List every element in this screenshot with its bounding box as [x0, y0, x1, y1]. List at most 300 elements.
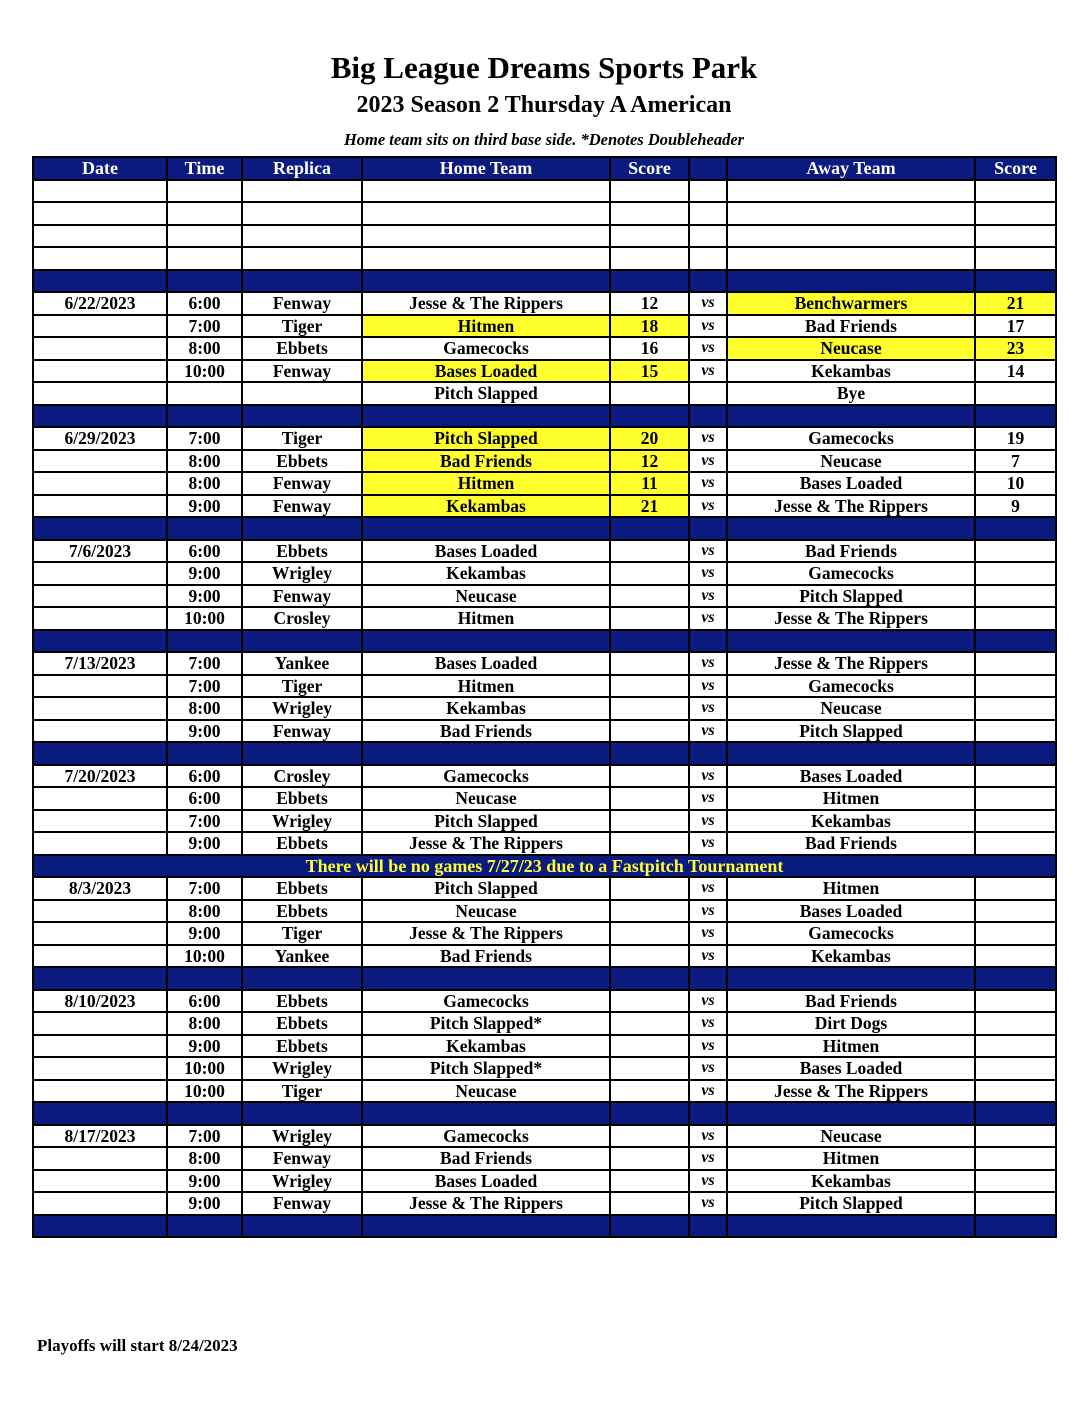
away-score-cell: 21	[975, 292, 1056, 315]
time-cell: 8:00	[167, 900, 242, 923]
separator-cell	[689, 742, 727, 765]
home-score-cell	[610, 1125, 689, 1148]
vs-cell: vs	[689, 832, 727, 855]
date-cell	[33, 675, 167, 698]
away-team-cell: Gamecocks	[727, 427, 975, 450]
game-row	[33, 1125, 1056, 1148]
home-team-cell: Bases Loaded	[362, 360, 610, 383]
separator-cell	[610, 517, 689, 540]
home-team-cell: Kekambas	[362, 495, 610, 518]
replica-cell: Crosley	[242, 607, 362, 630]
separator-cell	[167, 517, 242, 540]
empty-cell	[610, 180, 689, 203]
separator-cell	[975, 517, 1056, 540]
page-subtitle: 2023 Season 2 Thursday A American	[356, 92, 732, 118]
separator-cell	[727, 1102, 975, 1125]
time-cell: 9:00	[167, 1170, 242, 1193]
game-row	[33, 877, 1056, 900]
home-score-cell: 15	[610, 360, 689, 383]
game-row	[33, 315, 1056, 338]
separator-cell	[242, 1102, 362, 1125]
away-score-cell	[975, 945, 1056, 968]
game-row	[33, 1170, 1056, 1193]
separator-cell	[362, 742, 610, 765]
game-row	[33, 675, 1056, 698]
separator-cell	[362, 1215, 610, 1238]
away-score-cell	[975, 382, 1056, 405]
blank-row	[33, 247, 1056, 270]
away-team-cell: Neucase	[727, 697, 975, 720]
separator-cell	[167, 967, 242, 990]
separator-cell	[689, 1215, 727, 1238]
time-cell: 8:00	[167, 450, 242, 473]
replica-cell: Ebbets	[242, 450, 362, 473]
header-vs	[689, 157, 727, 180]
home-score-cell	[610, 652, 689, 675]
away-team-cell: Bases Loaded	[727, 765, 975, 788]
away-score-cell	[975, 1147, 1056, 1170]
home-score-cell: 21	[610, 495, 689, 518]
separator-cell	[242, 405, 362, 428]
empty-cell	[242, 225, 362, 248]
home-team-cell: Gamecocks	[362, 1125, 610, 1148]
separator-cell	[242, 270, 362, 293]
away-team-cell: Kekambas	[727, 360, 975, 383]
home-team-cell: Pitch Slapped*	[362, 1012, 610, 1035]
date-cell	[33, 315, 167, 338]
time-cell: 10:00	[167, 945, 242, 968]
away-score-cell	[975, 1080, 1056, 1103]
empty-cell	[727, 180, 975, 203]
away-score-cell	[975, 832, 1056, 855]
separator-cell	[610, 270, 689, 293]
away-score-cell	[975, 900, 1056, 923]
separator-cell	[610, 1102, 689, 1125]
home-score-cell: 16	[610, 337, 689, 360]
away-team-cell: Neucase	[727, 337, 975, 360]
away-score-cell: 23	[975, 337, 1056, 360]
replica-cell: Fenway	[242, 1147, 362, 1170]
separator-cell	[362, 405, 610, 428]
home-team-cell: Pitch Slapped*	[362, 1057, 610, 1080]
away-score-cell	[975, 697, 1056, 720]
game-row	[33, 900, 1056, 923]
game-row	[33, 450, 1056, 473]
game-row	[33, 540, 1056, 563]
separator-cell	[727, 1215, 975, 1238]
away-team-cell: Neucase	[727, 450, 975, 473]
blank-row	[33, 180, 1056, 203]
away-team-cell: Hitmen	[727, 877, 975, 900]
week-separator-row	[33, 1215, 1056, 1238]
separator-cell	[727, 742, 975, 765]
date-cell	[33, 472, 167, 495]
away-score-cell	[975, 607, 1056, 630]
separator-cell	[167, 742, 242, 765]
separator-cell	[242, 967, 362, 990]
date-cell	[33, 382, 167, 405]
time-cell	[167, 382, 242, 405]
replica-cell: Wrigley	[242, 1170, 362, 1193]
separator-cell	[610, 405, 689, 428]
separator-cell	[689, 967, 727, 990]
time-cell: 7:00	[167, 652, 242, 675]
time-cell: 8:00	[167, 472, 242, 495]
home-team-cell: Pitch Slapped	[362, 877, 610, 900]
empty-cell	[33, 247, 167, 270]
replica-cell: Ebbets	[242, 540, 362, 563]
separator-cell	[975, 270, 1056, 293]
replica-cell: Wrigley	[242, 562, 362, 585]
vs-cell: vs	[689, 765, 727, 788]
away-team-cell: Neucase	[727, 1125, 975, 1148]
date-cell: 6/29/2023	[33, 427, 167, 450]
game-row	[33, 292, 1056, 315]
time-cell: 6:00	[167, 765, 242, 788]
game-row	[33, 1192, 1056, 1215]
separator-cell	[727, 405, 975, 428]
game-row	[33, 697, 1056, 720]
empty-cell	[689, 247, 727, 270]
header-away-team: Away Team	[727, 157, 975, 180]
replica-cell: Ebbets	[242, 877, 362, 900]
separator-cell	[242, 1215, 362, 1238]
separator-cell	[689, 517, 727, 540]
blank-row	[33, 202, 1056, 225]
away-score-cell	[975, 877, 1056, 900]
vs-cell: vs	[689, 585, 727, 608]
replica-cell: Tiger	[242, 922, 362, 945]
game-row	[33, 1080, 1056, 1103]
replica-cell: Crosley	[242, 765, 362, 788]
page-title: Big League Dreams Sports Park	[330, 50, 758, 85]
empty-cell	[362, 225, 610, 248]
home-score-cell: 18	[610, 315, 689, 338]
game-row	[33, 720, 1056, 743]
empty-cell	[33, 180, 167, 203]
game-row	[33, 585, 1056, 608]
game-row	[33, 337, 1056, 360]
date-cell: 7/13/2023	[33, 652, 167, 675]
date-cell	[33, 607, 167, 630]
separator-cell	[727, 270, 975, 293]
home-team-cell: Gamecocks	[362, 337, 610, 360]
home-team-cell: Pitch Slapped	[362, 382, 610, 405]
game-row	[33, 945, 1056, 968]
away-score-cell: 9	[975, 495, 1056, 518]
replica-cell: Wrigley	[242, 1057, 362, 1080]
empty-cell	[610, 202, 689, 225]
away-team-cell: Dirt Dogs	[727, 1012, 975, 1035]
away-score-cell	[975, 720, 1056, 743]
away-score-cell	[975, 787, 1056, 810]
time-cell: 9:00	[167, 495, 242, 518]
away-score-cell	[975, 652, 1056, 675]
home-team-cell: Gamecocks	[362, 990, 610, 1013]
home-team-cell: Kekambas	[362, 562, 610, 585]
separator-cell	[33, 967, 167, 990]
separator-cell	[362, 1102, 610, 1125]
date-cell: 7/20/2023	[33, 765, 167, 788]
home-score-cell	[610, 1035, 689, 1058]
playoffs-note: Playoffs will start 8/24/2023	[37, 1336, 238, 1355]
time-cell: 10:00	[167, 1080, 242, 1103]
empty-cell	[362, 202, 610, 225]
game-row	[33, 495, 1056, 518]
date-cell	[33, 697, 167, 720]
header-replica: Replica	[242, 157, 362, 180]
time-cell: 8:00	[167, 337, 242, 360]
replica-cell: Tiger	[242, 315, 362, 338]
vs-cell: vs	[689, 540, 727, 563]
replica-cell	[242, 382, 362, 405]
vs-cell: vs	[689, 562, 727, 585]
away-score-cell: 14	[975, 360, 1056, 383]
time-cell: 7:00	[167, 315, 242, 338]
away-team-cell: Bye	[727, 382, 975, 405]
empty-cell	[167, 225, 242, 248]
date-cell	[33, 1012, 167, 1035]
home-score-cell	[610, 720, 689, 743]
week-separator-row	[33, 967, 1056, 990]
game-row	[33, 652, 1056, 675]
home-team-cell: Kekambas	[362, 697, 610, 720]
date-cell: 8/17/2023	[33, 1125, 167, 1148]
home-team-cell: Hitmen	[362, 675, 610, 698]
empty-cell	[33, 225, 167, 248]
replica-cell: Tiger	[242, 427, 362, 450]
home-team-cell: Jesse & The Rippers	[362, 1192, 610, 1215]
home-score-cell	[610, 765, 689, 788]
home-team-cell: Bad Friends	[362, 1147, 610, 1170]
home-team-cell: Hitmen	[362, 315, 610, 338]
week-separator-row	[33, 1102, 1056, 1125]
away-team-cell: Bases Loaded	[727, 1057, 975, 1080]
notice-text: There will be no games 7/27/23 due to a Fastpitch Tournament	[33, 855, 1056, 878]
away-team-cell: Hitmen	[727, 1147, 975, 1170]
replica-cell: Ebbets	[242, 1035, 362, 1058]
home-team-cell: Bases Loaded	[362, 652, 610, 675]
date-cell	[33, 337, 167, 360]
week-separator-row	[33, 742, 1056, 765]
empty-cell	[167, 180, 242, 203]
vs-cell: vs	[689, 900, 727, 923]
time-cell: 6:00	[167, 787, 242, 810]
vs-cell: vs	[689, 315, 727, 338]
date-cell	[33, 810, 167, 833]
time-cell: 9:00	[167, 585, 242, 608]
time-cell: 10:00	[167, 1057, 242, 1080]
replica-cell: Wrigley	[242, 697, 362, 720]
game-row	[33, 427, 1056, 450]
replica-cell: Ebbets	[242, 990, 362, 1013]
away-score-cell	[975, 1057, 1056, 1080]
date-cell	[33, 360, 167, 383]
away-score-cell	[975, 1192, 1056, 1215]
home-score-cell	[610, 1012, 689, 1035]
home-team-cell: Jesse & The Rippers	[362, 292, 610, 315]
game-row	[33, 1012, 1056, 1035]
header-home-team: Home Team	[362, 157, 610, 180]
away-team-cell: Pitch Slapped	[727, 1192, 975, 1215]
empty-cell	[689, 202, 727, 225]
home-team-cell: Pitch Slapped	[362, 427, 610, 450]
time-cell: 9:00	[167, 562, 242, 585]
vs-cell: vs	[689, 1080, 727, 1103]
replica-cell: Fenway	[242, 495, 362, 518]
home-team-cell: Neucase	[362, 585, 610, 608]
empty-cell	[975, 247, 1056, 270]
away-team-cell: Hitmen	[727, 1035, 975, 1058]
vs-cell: vs	[689, 337, 727, 360]
away-team-cell: Bad Friends	[727, 832, 975, 855]
replica-cell: Tiger	[242, 1080, 362, 1103]
empty-cell	[167, 202, 242, 225]
away-team-cell: Bases Loaded	[727, 900, 975, 923]
empty-cell	[242, 247, 362, 270]
table-header-row	[33, 157, 1056, 180]
game-row	[33, 360, 1056, 383]
time-cell: 7:00	[167, 810, 242, 833]
empty-cell	[362, 247, 610, 270]
game-row	[33, 765, 1056, 788]
separator-cell	[610, 742, 689, 765]
away-score-cell	[975, 1012, 1056, 1035]
header-date: Date	[33, 157, 167, 180]
date-cell	[33, 900, 167, 923]
vs-cell: vs	[689, 1147, 727, 1170]
home-score-cell	[610, 1147, 689, 1170]
separator-cell	[610, 1215, 689, 1238]
home-score-cell	[610, 787, 689, 810]
away-score-cell	[975, 540, 1056, 563]
home-team-cell: Neucase	[362, 900, 610, 923]
vs-cell: vs	[689, 652, 727, 675]
separator-cell	[33, 1102, 167, 1125]
home-score-cell	[610, 585, 689, 608]
vs-cell: vs	[689, 1192, 727, 1215]
date-cell	[33, 720, 167, 743]
away-score-cell	[975, 1170, 1056, 1193]
home-score-cell: 11	[610, 472, 689, 495]
away-team-cell: Pitch Slapped	[727, 585, 975, 608]
date-cell	[33, 1035, 167, 1058]
date-cell	[33, 945, 167, 968]
vs-cell: vs	[689, 360, 727, 383]
time-cell: 9:00	[167, 1192, 242, 1215]
away-team-cell: Bad Friends	[727, 315, 975, 338]
away-score-cell: 7	[975, 450, 1056, 473]
separator-cell	[975, 630, 1056, 653]
vs-cell: vs	[689, 1035, 727, 1058]
away-score-cell	[975, 765, 1056, 788]
replica-cell: Fenway	[242, 1192, 362, 1215]
replica-cell: Ebbets	[242, 337, 362, 360]
vs-cell: vs	[689, 810, 727, 833]
separator-cell	[167, 630, 242, 653]
replica-cell: Fenway	[242, 472, 362, 495]
separator-cell	[167, 1102, 242, 1125]
separator-cell	[975, 405, 1056, 428]
away-team-cell: Bad Friends	[727, 990, 975, 1013]
away-team-cell: Bases Loaded	[727, 472, 975, 495]
home-team-cell: Jesse & The Rippers	[362, 832, 610, 855]
time-cell: 9:00	[167, 922, 242, 945]
date-cell	[33, 1147, 167, 1170]
empty-cell	[727, 247, 975, 270]
home-score-cell: 12	[610, 450, 689, 473]
away-score-cell	[975, 1125, 1056, 1148]
date-cell	[33, 1170, 167, 1193]
separator-cell	[610, 630, 689, 653]
home-team-cell: Bad Friends	[362, 945, 610, 968]
away-score-cell	[975, 562, 1056, 585]
separator-cell	[362, 967, 610, 990]
separator-cell	[33, 1215, 167, 1238]
separator-cell	[727, 630, 975, 653]
week-separator-row	[33, 405, 1056, 428]
separator-cell	[167, 270, 242, 293]
away-team-cell: Kekambas	[727, 945, 975, 968]
time-cell: 6:00	[167, 540, 242, 563]
separator-cell	[727, 517, 975, 540]
date-cell: 7/6/2023	[33, 540, 167, 563]
home-score-cell	[610, 1170, 689, 1193]
vs-cell: vs	[689, 427, 727, 450]
vs-cell: vs	[689, 720, 727, 743]
replica-cell: Ebbets	[242, 900, 362, 923]
home-score-cell: 12	[610, 292, 689, 315]
schedule-table	[32, 156, 1057, 1238]
away-team-cell: Kekambas	[727, 810, 975, 833]
game-row	[33, 787, 1056, 810]
empty-cell	[242, 202, 362, 225]
away-score-cell	[975, 675, 1056, 698]
empty-cell	[610, 247, 689, 270]
separator-cell	[689, 630, 727, 653]
away-team-cell: Jesse & The Rippers	[727, 652, 975, 675]
vs-cell	[689, 382, 727, 405]
home-score-cell	[610, 1080, 689, 1103]
vs-cell: vs	[689, 607, 727, 630]
time-cell: 8:00	[167, 697, 242, 720]
replica-cell: Fenway	[242, 292, 362, 315]
vs-cell: vs	[689, 472, 727, 495]
game-row	[33, 1035, 1056, 1058]
game-row	[33, 810, 1056, 833]
separator-cell	[362, 270, 610, 293]
empty-cell	[689, 225, 727, 248]
separator-cell	[33, 630, 167, 653]
away-team-cell: Kekambas	[727, 1170, 975, 1193]
away-team-cell: Bad Friends	[727, 540, 975, 563]
home-team-cell: Jesse & The Rippers	[362, 922, 610, 945]
home-score-cell	[610, 1192, 689, 1215]
vs-cell: vs	[689, 1057, 727, 1080]
empty-cell	[975, 202, 1056, 225]
header-away-score: Score	[975, 157, 1056, 180]
date-cell: 8/3/2023	[33, 877, 167, 900]
vs-cell: vs	[689, 675, 727, 698]
date-cell	[33, 495, 167, 518]
time-cell: 6:00	[167, 292, 242, 315]
vs-cell: vs	[689, 922, 727, 945]
home-team-cell: Hitmen	[362, 607, 610, 630]
vs-cell: vs	[689, 990, 727, 1013]
game-row	[33, 990, 1056, 1013]
date-cell	[33, 787, 167, 810]
away-score-cell	[975, 810, 1056, 833]
